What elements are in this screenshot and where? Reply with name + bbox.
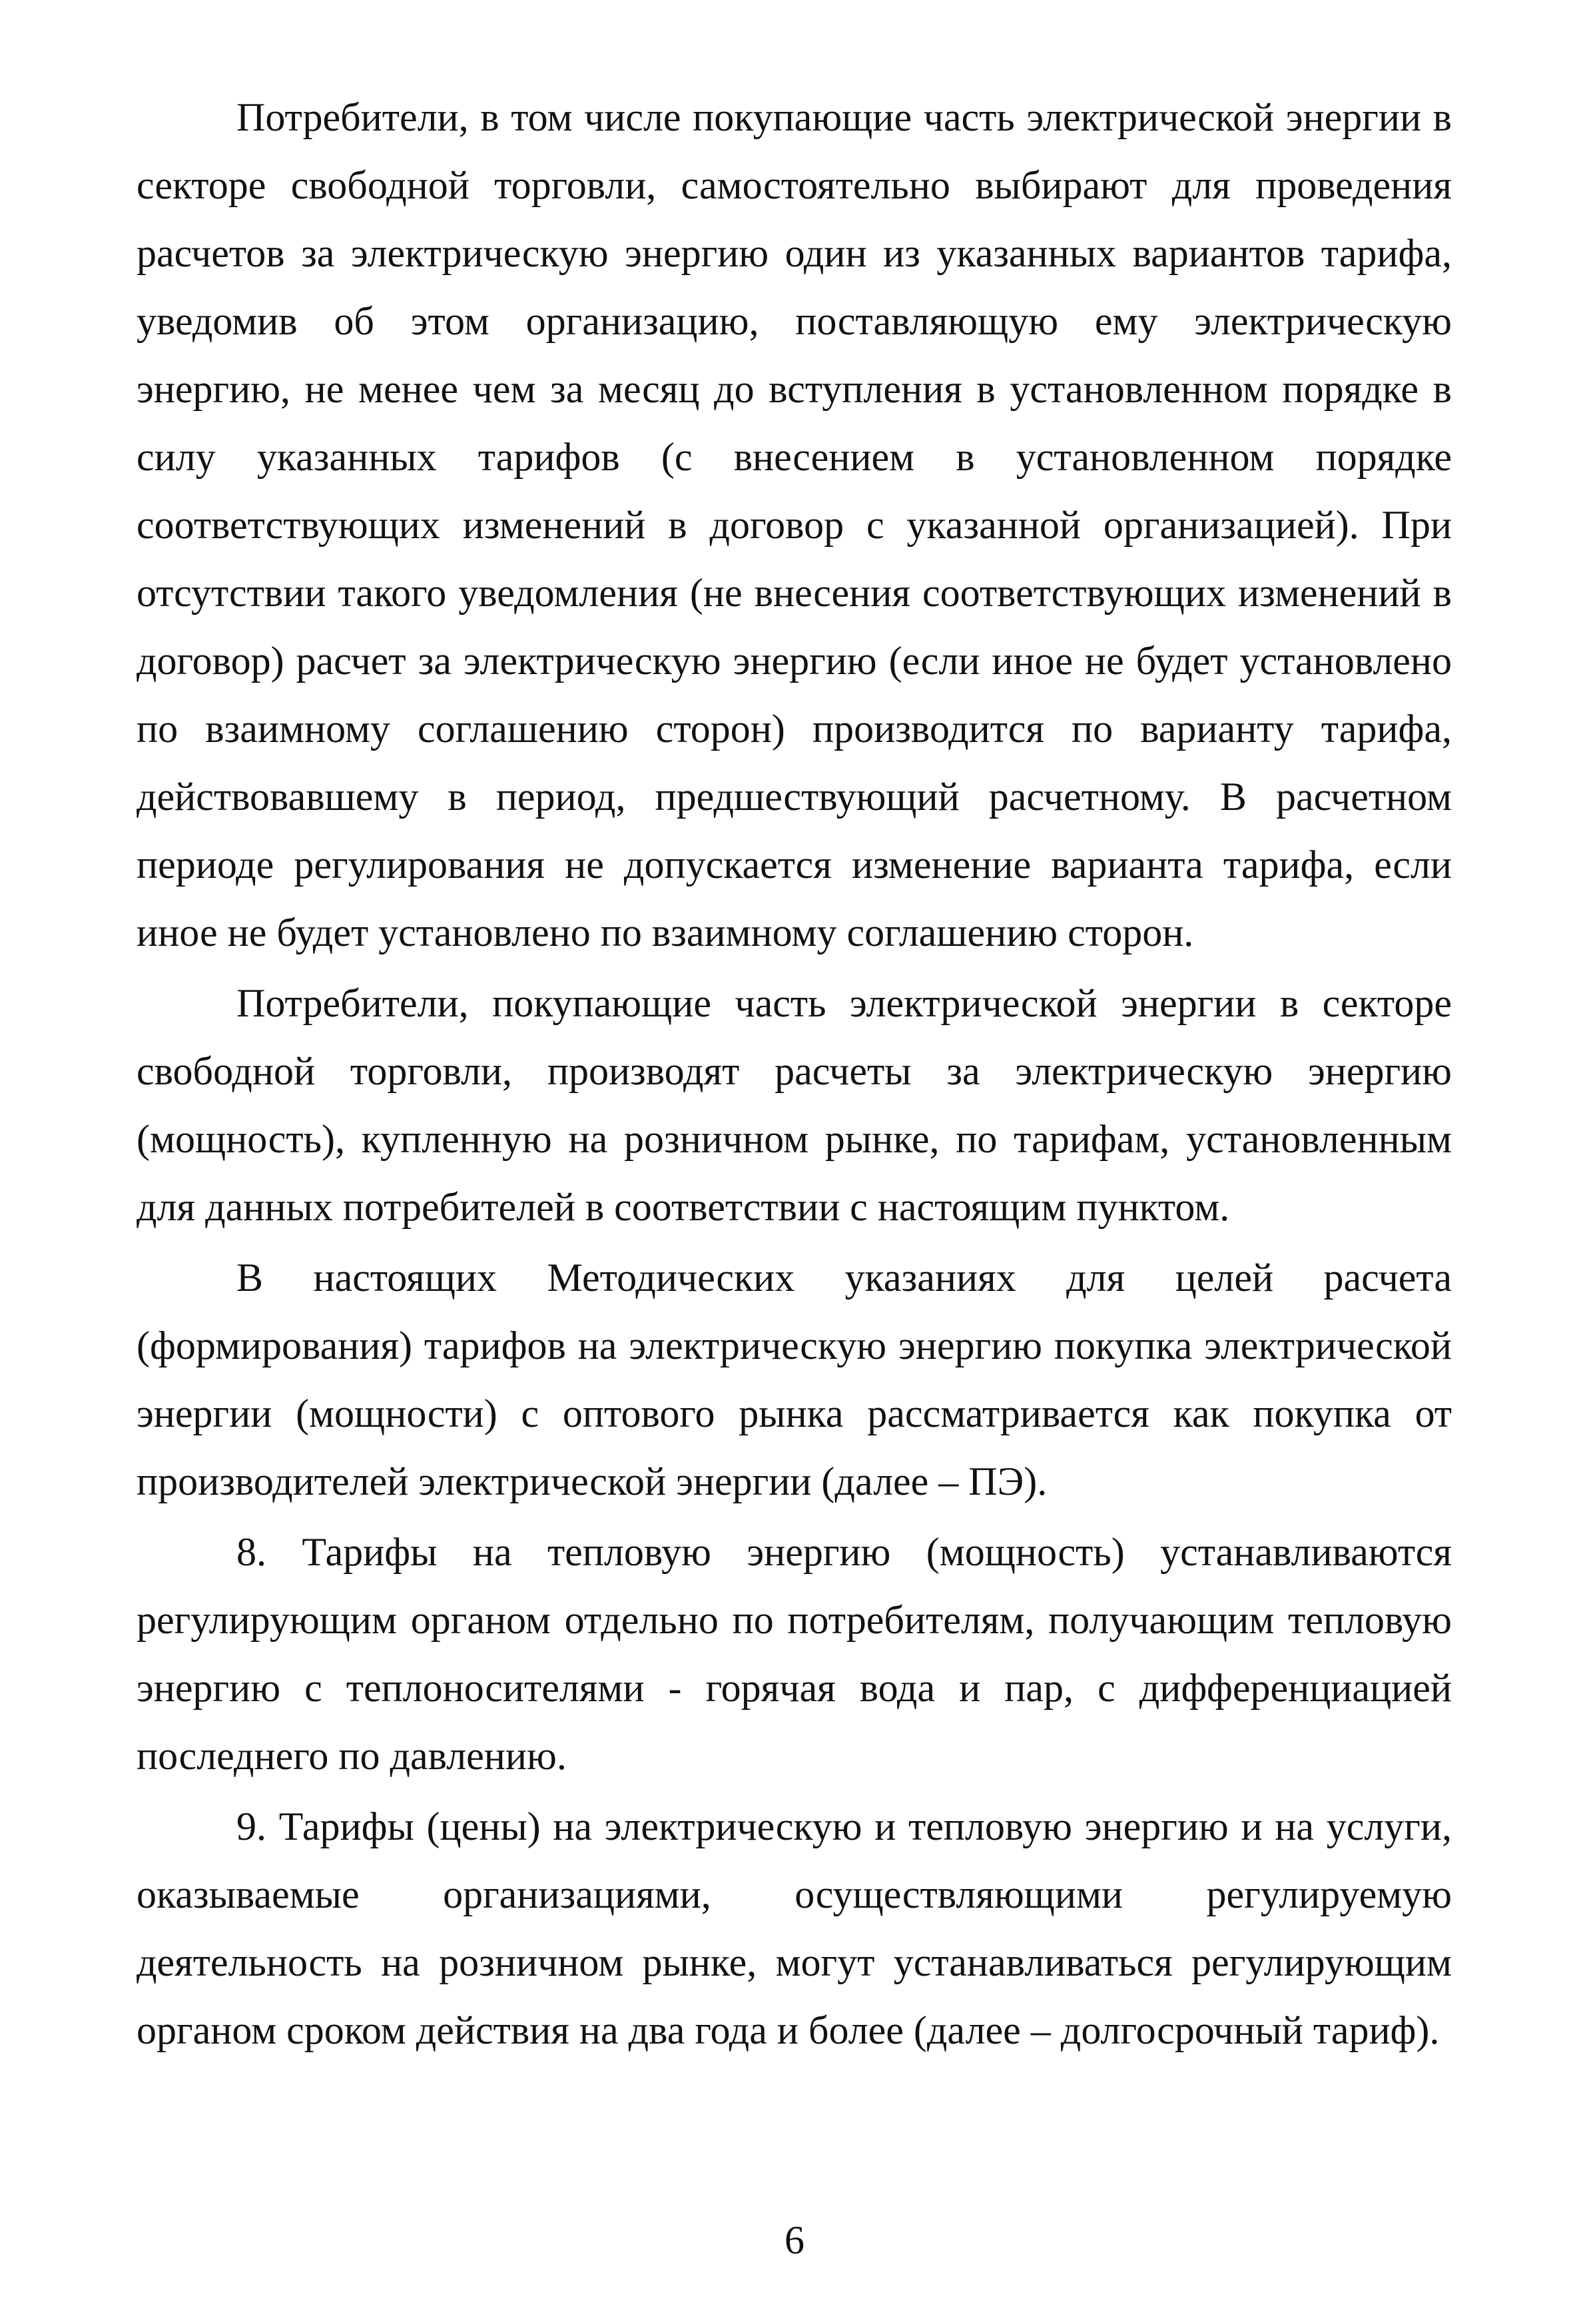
paragraph-free-trade-settlements: Потребители, покупающие часть электрической энергии в секторе свободной торговли, производят расчеты за электрическую энергию (мощность), купленную на розничном рынке, по тарифам, установленным для данных потребителей в соответствии с настоящим пунктом.	[137, 981, 1452, 1229]
paragraph-wholesale-purchase: В настоящих Методических указаниях для целей расчета (формирования) тарифов на электрическую энергию покупка электрической энергии (мощности) с оптового рынка рассматривается как покупка от производителей электрической энергии (далее – ПЭ).	[137, 1256, 1452, 1503]
paragraph-consumer-tariff-choice: Потребители, в том числе покупающие часть электрической энергии в секторе свободной торговли, самостоятельно выбирают для проведения расчетов за электрическую энергию один из указанных вариантов тарифа, уведомив об этом организацию, поставляющую ему электрическую энергию, не менее чем за месяц до вступления в установленном порядке в силу указанных тарифов (с внесением в установленном порядке соответствующих изменений в договор с указанной организацией). При отсутствии такого уведомления (не внесения соответствующих изменений в договор) расчет за электрическую энергию (если иное не будет установлено по взаимному соглашению сторон) производится по варианту тарифа, действовавшему в период, предшествующий расчетному. В расчетном периоде регулирования не допускается изменение варианта тарифа, если иное не будет установлено по взаимному соглашению сторон.	[137, 95, 1452, 955]
body-text	[137, 83, 1452, 2064]
paragraph-item-8-heat-tariffs: 8. Тарифы на тепловую энергию (мощность) устанавливаются регулирующим органом отдельно по потребителям, получающим тепловую энергию с теплоносителями - горячая вода и пар, с дифференциацией последнего по давлению.	[137, 1530, 1452, 1778]
paragraph-item-9-long-term-tariff: 9. Тарифы (цены) на электрическую и тепловую энергию и на услуги, оказываемые организациями, осуществляющими регулируемую деятельность на розничном рынке, могут устанавливаться регулирующим органом сроком действия на два года и более (далее – долгосрочный тариф).	[137, 1804, 1452, 2052]
page-number: 6	[785, 2218, 804, 2262]
